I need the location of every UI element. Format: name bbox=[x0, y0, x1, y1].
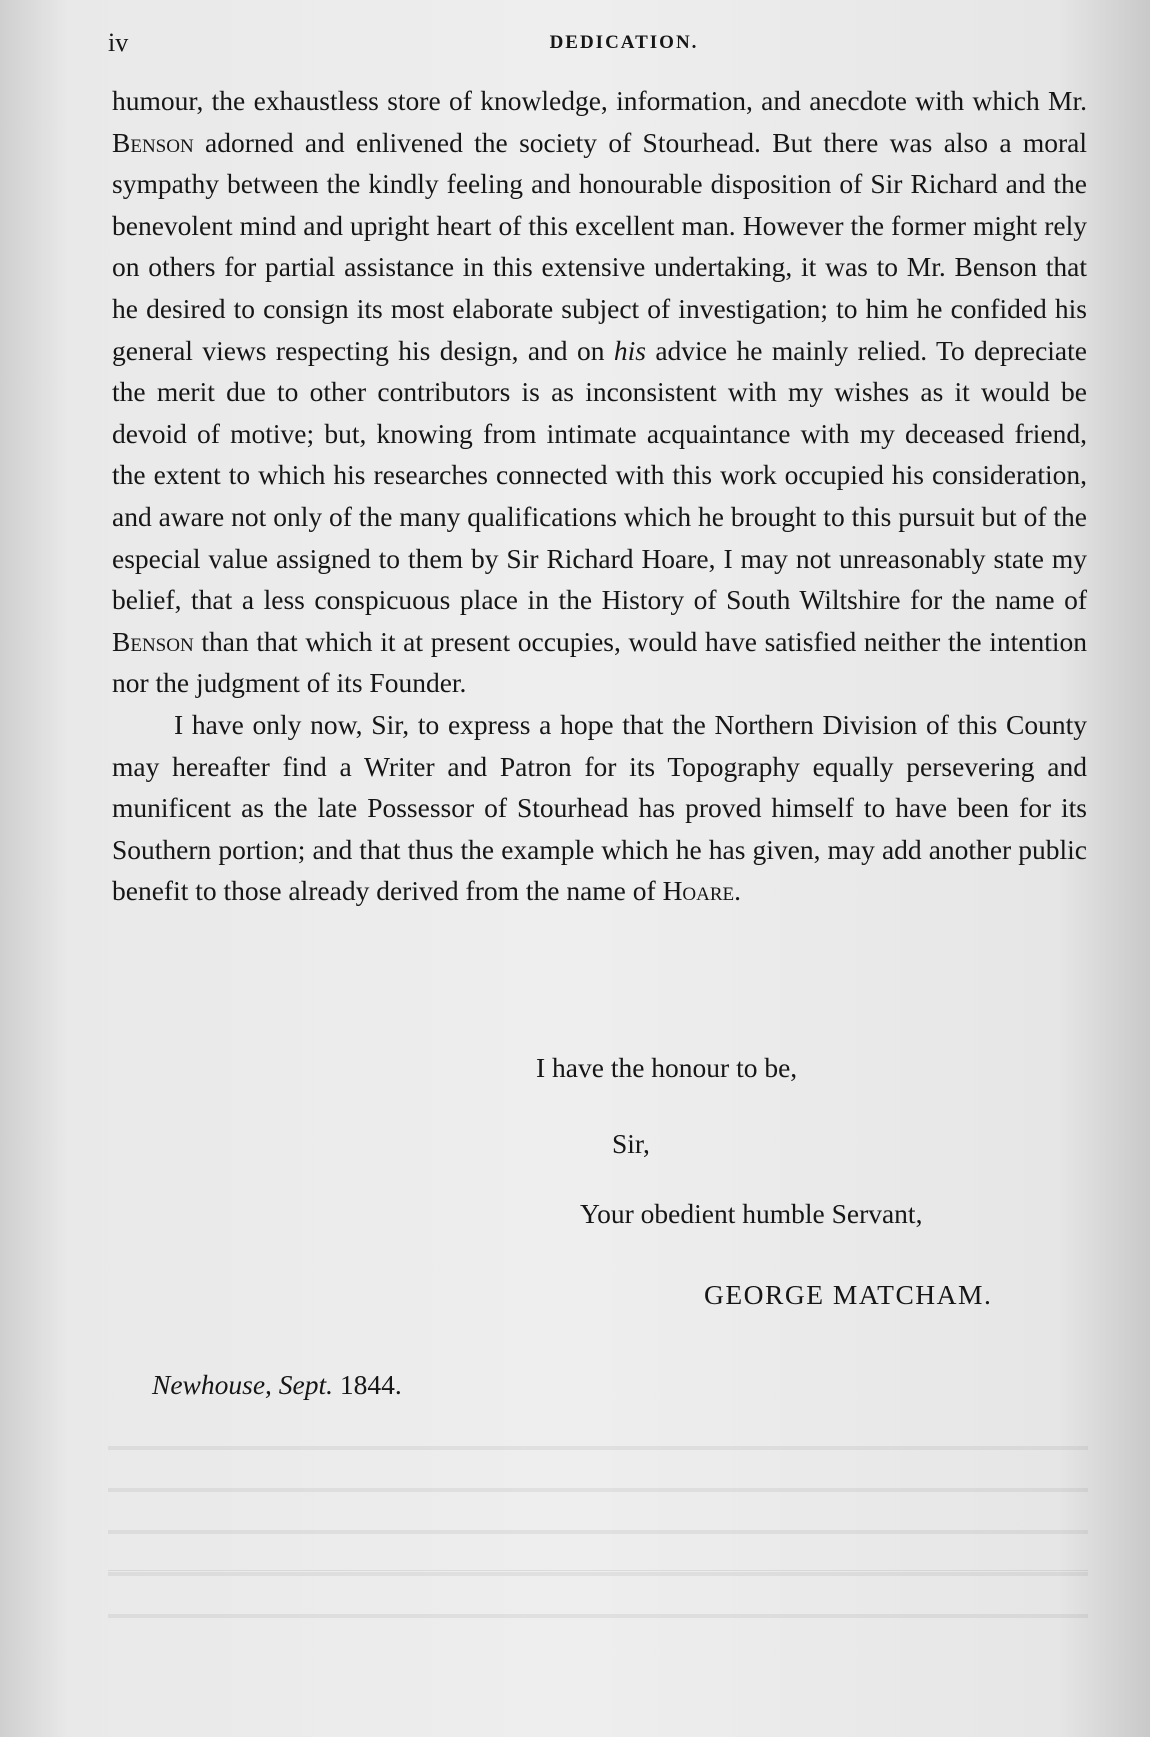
name-benson-1: Benson bbox=[112, 126, 194, 158]
dateline-year: 1844. bbox=[333, 1369, 402, 1400]
name-benson-2: Benson bbox=[112, 625, 194, 657]
paragraph-1-part-1: humour, the exhaustless store of knowledge, information, and anecdote with which Mr. bbox=[112, 85, 1087, 116]
paragraph-2-part-1: I have only now, Sir, to express a hope that the Northern Division of this County may hereafter find a Writer and Patron for its Topography equally persevering and munificent as the late Possessor of Stourhead has proved himself to have been for its Southern portion; and that thus the example which he has given, may add another public benefit to those already derived from the name of bbox=[112, 708, 1087, 907]
name-hoare: Hoare bbox=[662, 875, 735, 907]
show-through-texture bbox=[108, 1420, 1088, 1640]
show-through-rule bbox=[108, 1570, 1088, 1571]
running-head bbox=[108, 28, 1090, 58]
running-title: DEDICATION. bbox=[549, 32, 699, 53]
closing-servant: Your obedient humble Servant, bbox=[580, 1198, 923, 1229]
closing-salutation: Sir, bbox=[612, 1128, 650, 1159]
paragraph-2-part-2: . bbox=[734, 875, 742, 907]
body-text bbox=[112, 80, 1087, 912]
dateline-place: Newhouse, Sept. bbox=[152, 1369, 334, 1400]
dateline bbox=[152, 1369, 402, 1401]
closing-honour: I have the honour to be, bbox=[536, 1052, 798, 1083]
paragraph-2 bbox=[112, 704, 1087, 912]
page-number: iv bbox=[108, 28, 129, 57]
paragraph-1 bbox=[112, 80, 1087, 704]
signature: GEORGE MATCHAM. bbox=[704, 1279, 993, 1310]
emphasis-his: his bbox=[613, 334, 646, 366]
paragraph-1-part-4: than that which it at present occupies, would have satisfied neither the intention nor the judgment of its Founder. bbox=[112, 625, 1087, 699]
paragraph-1-part-3: advice he mainly relied. To depreciate the merit due to other contributors is as inconsistent with my wishes as it would be devoid of motive; but, knowing from intimate acquaintance with my deceased friend, the extent to which his researches connected with this work occupied his consideration, and aware not only of the many qualifications which he brought to this pursuit but of the especial value assigned to them by Sir Richard Hoare, I may not unreasonably state my belief, that a less conspicuous place in the History of South Wiltshire for the name of bbox=[112, 334, 1087, 616]
paragraph-1-part-2: adorned and enlivened the society of Stourhead. But there was also a moral sympathy between the kindly feeling and honourable disposition of Sir Richard and the benevolent mind and upright heart of this excellent man. However the former might rely on others for partial assistance in this extensive undertaking, it was to Mr. Benson that he desired to consign its most elaborate subject of investigation; to him he confided his general views respecting his design, and on bbox=[112, 126, 1087, 366]
